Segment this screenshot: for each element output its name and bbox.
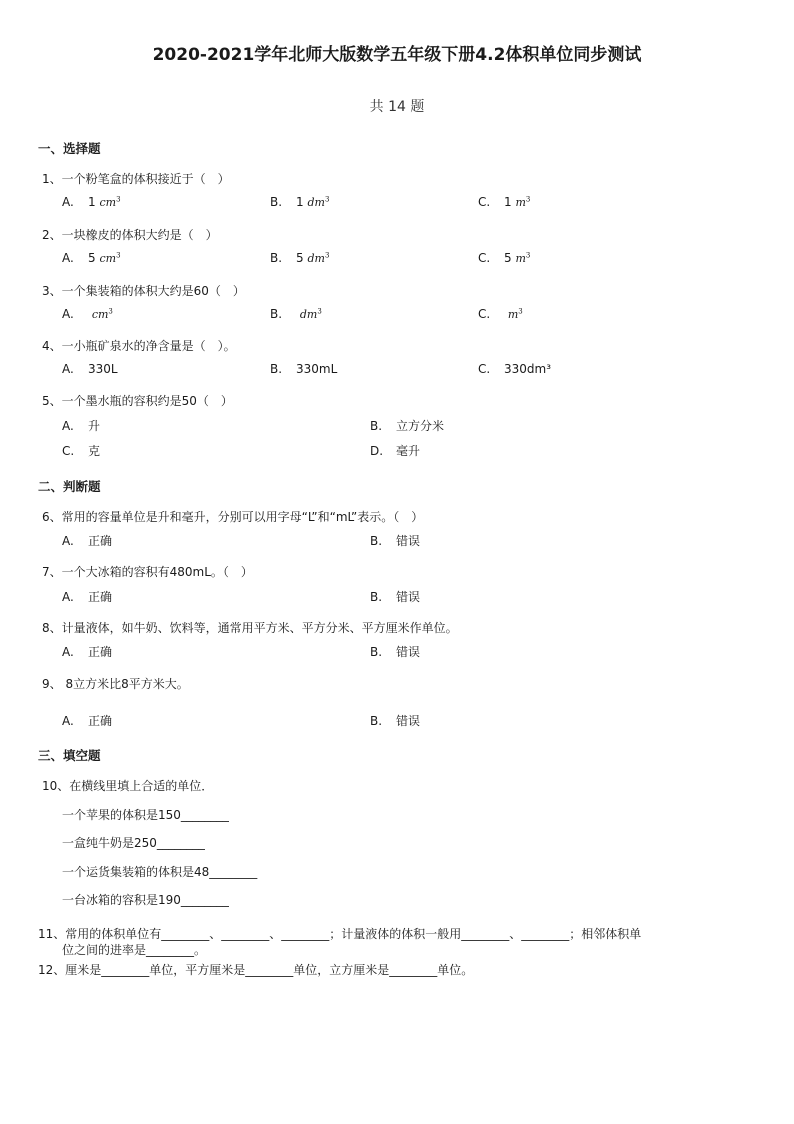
question-10-stem: 10、在横线里填上合适的单位． — [42, 779, 214, 793]
question-8-stem: 8、计量液体，如牛奶、饮料等，通常用平方米、平方分米、平方厘米作单位。 — [42, 621, 458, 635]
question-9-stem: 9、 8立方米比8平方米大。 — [42, 677, 189, 691]
question-3-option-a: A. $cm^3$ — [62, 307, 113, 321]
question-5-stem: 5、一个墨水瓶的容积约是50（ ） — [42, 394, 233, 408]
question-5-option-a: A. 升 — [62, 419, 101, 433]
question-7-option-a: A. 正确 — [62, 590, 113, 604]
question-1-option-a: A. 1 $cm^3$ — [62, 195, 121, 209]
question-6-option-a: A. 正确 — [62, 534, 113, 548]
question-11-line-2: 位之间的进率是________。 — [62, 943, 207, 957]
question-10-item: 一个运货集装箱的体积是48________ — [62, 865, 258, 879]
question-1-option-c: C. 1 $m^3$ — [478, 195, 531, 209]
question-9-option-a: A. 正确 — [62, 714, 113, 728]
question-10-item: 一个苹果的体积是150________ — [62, 808, 229, 822]
section-heading-fill: 三、填空题 — [38, 748, 101, 763]
question-4-option-c: C. 330dm³ — [478, 362, 552, 376]
question-count: 共 14 题 — [369, 99, 425, 115]
question-7-option-b: B. 错误 — [370, 590, 421, 604]
question-6-stem: 6、常用的容量单位是升和毫升，分别可以用字母“L”和“mL”表示。（ ） — [42, 510, 424, 524]
question-4-option-a: A. 330L — [62, 362, 118, 376]
question-11-line-1: 11、常用的体积单位有________、________、________；计量液体的体积一般用________、________；相邻体积单 — [38, 927, 642, 941]
question-10-item: 一台冰箱的容积是190________ — [62, 893, 229, 907]
question-3-option-b: B. $dm^3$ — [270, 307, 322, 321]
question-2-option-b: B. 5 $dm^3$ — [270, 251, 330, 265]
question-3-option-c: C. $m^3$ — [478, 307, 523, 321]
section-heading-choice: 一、选择题 — [38, 141, 101, 156]
question-2-option-c: C. 5 $m^3$ — [478, 251, 531, 265]
section-heading-judge: 二、判断题 — [38, 479, 101, 494]
question-4-option-b: B. 330mL — [270, 362, 338, 376]
question-3-stem: 3、一个集装箱的体积大约是60（ ） — [42, 284, 245, 298]
question-2-stem: 2、一块橡皮的体积大约是（ ） — [42, 228, 218, 242]
question-8-option-a: A. 正确 — [62, 645, 113, 659]
page-title: 2020-2021学年北师大版数学五年级下册4.2体积单位同步测试 — [152, 45, 642, 65]
question-10-item: 一盒纯牛奶是250________ — [62, 836, 205, 850]
question-6-option-b: B. 错误 — [370, 534, 421, 548]
question-2-option-a: A. 5 $cm^3$ — [62, 251, 121, 265]
question-7-stem: 7、一个大冰箱的容积有480mL。（ ） — [42, 565, 253, 579]
question-1-option-b: B. 1 $dm^3$ — [270, 195, 330, 209]
question-9-option-b: B. 错误 — [370, 714, 421, 728]
question-5-option-c: C. 克 — [62, 444, 101, 458]
question-5-option-b: B. 立方分米 — [370, 419, 445, 433]
question-12-stem: 12、厘米是________单位，平方厘米是________单位，立方厘米是________单位。 — [38, 963, 474, 977]
question-8-option-b: B. 错误 — [370, 645, 421, 659]
question-4-stem: 4、一小瓶矿泉水的净含量是（ ）。 — [42, 339, 236, 353]
question-1-stem: 1、一个粉笔盒的体积接近于（ ） — [42, 172, 230, 186]
question-5-option-d: D. 毫升 — [370, 444, 421, 458]
